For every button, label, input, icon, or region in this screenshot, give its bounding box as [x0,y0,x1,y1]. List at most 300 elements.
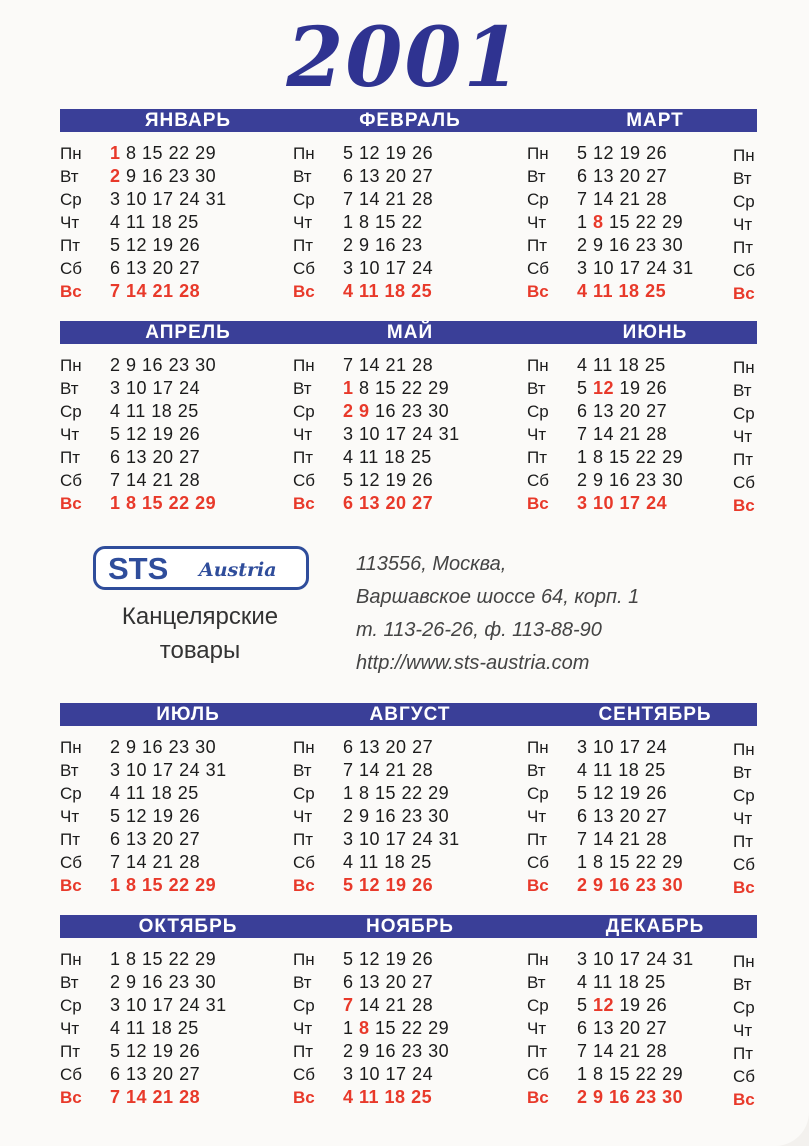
week-row [293,446,533,469]
day-numbers: 1 8 15 22 29 [343,378,450,398]
day-name: Ср [60,996,82,1015]
company-phones: т. 113-26-26, ф. 113-88-90 [356,619,602,641]
month-block [60,142,300,303]
day-numbers: 1 8 15 22 29 [110,949,217,969]
month-title: НОЯБРЬ [366,916,454,937]
day-numbers: 5 12 19 26 [577,378,668,398]
week-row [293,142,533,165]
day-name-right: Вт [733,381,752,400]
week-row [293,1017,533,1040]
week-row [293,948,533,971]
day-numbers: 4 11 18 25 [343,281,433,301]
week-row [527,805,767,828]
day-numbers: 3 10 17 24 [343,1064,434,1084]
week-row [527,874,767,897]
month-block [293,354,533,515]
day-name: Вт [60,973,79,992]
day-numbers: 7 14 21 28 [110,470,201,490]
day-numbers: 2 9 16 23 30 [110,737,217,757]
day-numbers: 3 10 17 24 31 [110,189,227,209]
day-name-right: Пт [733,238,754,257]
day-numbers: 3 10 17 24 [343,258,434,278]
day-name: Пт [60,1042,81,1061]
week-row [293,492,533,515]
week-row [293,257,533,280]
day-numbers: 1 8 15 22 29 [577,1064,684,1084]
month-title: ИЮНЬ [622,322,688,343]
day-name: Чт [293,1019,313,1038]
day-name: Вт [60,167,79,186]
day-name: Вт [527,167,546,186]
day-numbers: 3 10 17 24 [577,493,668,513]
day-name: Ср [60,784,82,803]
week-row [527,828,767,851]
day-numbers: 1 8 15 22 29 [577,212,684,232]
week-row [527,492,767,515]
day-numbers: 4 11 18 25 [343,852,432,872]
day-numbers: 3 10 17 24 31 [343,829,460,849]
day-numbers: 7 14 21 28 [343,355,434,375]
day-numbers: 6 13 20 27 [110,829,201,849]
day-name-right: Чт [733,215,753,234]
day-name: Вс [293,494,315,513]
day-numbers: 7 14 21 28 [577,1041,668,1061]
week-row [60,948,300,971]
day-name-right: Вт [733,763,752,782]
day-numbers: 4 11 18 25 [343,447,432,467]
day-numbers: 5 12 19 26 [577,995,668,1015]
week-row [527,354,767,377]
day-numbers: 6 13 20 27 [110,447,201,467]
week-row [60,1063,300,1086]
day-name: Пн [527,738,549,757]
month-title: АПРЕЛЬ [145,322,231,343]
day-name: Ср [60,402,82,421]
day-numbers: 4 11 18 25 [110,783,199,803]
day-name: Сб [527,259,550,278]
day-numbers: 6 13 20 27 [577,166,668,186]
day-name: Пн [527,950,549,969]
day-numbers: 4 11 18 25 [110,401,199,421]
week-row [60,423,300,446]
day-name: Вс [527,876,549,895]
day-name: Сб [293,1065,316,1084]
day-name-right: Пн [733,740,755,759]
day-numbers: 5 12 19 26 [343,949,434,969]
day-name: Пн [60,950,82,969]
week-row [527,142,767,165]
day-name: Ср [527,996,549,1015]
month-title: МАРТ [626,110,684,131]
day-numbers: 3 10 17 24 [577,737,668,757]
month-title: ИЮЛЬ [156,704,220,725]
day-numbers: 2 9 16 23 30 [343,806,450,826]
day-name-right: Ср [733,404,755,423]
day-name: Чт [293,425,313,444]
week-row [293,828,533,851]
day-name: Пн [293,356,315,375]
day-name: Вс [527,494,549,513]
day-name-right: Сб [733,473,756,492]
week-row [527,165,767,188]
day-name: Сб [527,853,550,872]
month-title: ДЕКАБРЬ [605,916,705,937]
day-name-right: Пн [733,358,755,377]
week-row [527,1040,767,1063]
week-row [293,1086,533,1109]
week-row [527,736,767,759]
tagline-line-1: Канцелярские [121,603,279,630]
day-numbers: 7 14 21 28 [110,1087,201,1107]
day-name: Ср [293,996,315,1015]
day-name-right: Вс [733,496,755,515]
day-numbers: 5 12 19 26 [577,143,668,163]
day-name: Ср [293,784,315,803]
week-row [527,423,767,446]
day-numbers: 7 14 21 28 [110,852,201,872]
day-name: Вс [60,282,82,301]
week-row [527,782,767,805]
day-name: Сб [60,259,83,278]
week-row [60,851,300,874]
day-numbers: 1 8 15 22 29 [110,143,217,163]
day-name-right: Вт [733,169,752,188]
logo-main-text: STS [108,551,169,586]
month-title: АВГУСТ [369,704,451,725]
day-numbers: 7 14 21 28 [577,829,668,849]
day-name-right: Ср [733,998,755,1017]
week-row [293,1063,533,1086]
day-name: Вс [293,282,315,301]
week-row [60,280,300,303]
month-title: СЕНТЯБРЬ [598,704,712,725]
day-name: Пн [527,144,549,163]
month-block [527,736,767,897]
day-name-right: Пт [733,450,754,469]
day-name: Чт [527,425,547,444]
week-row [60,377,300,400]
day-numbers: 7 14 21 28 [343,189,434,209]
day-numbers: 5 12 19 26 [343,470,434,490]
day-numbers: 5 12 19 26 [343,875,434,895]
day-numbers: 6 13 20 27 [577,806,668,826]
month-title: ОКТЯБРЬ [138,916,238,937]
week-row [527,948,767,971]
day-numbers: 3 10 17 24 31 [343,424,460,444]
day-numbers: 1 8 15 22 29 [343,1018,450,1038]
week-row [527,211,767,234]
day-name-right: Чт [733,427,753,446]
week-row [293,805,533,828]
day-name: Сб [60,1065,83,1084]
week-row [527,377,767,400]
day-name: Ср [60,190,82,209]
day-name: Вс [293,1088,315,1107]
day-numbers: 5 12 19 26 [110,424,201,444]
day-numbers: 3 10 17 24 31 [577,949,694,969]
week-row [60,257,300,280]
day-name: Ср [527,402,549,421]
week-row [60,1017,300,1040]
day-numbers: 2 9 16 23 30 [110,972,217,992]
day-name: Вт [527,973,546,992]
week-row [293,782,533,805]
year-title: 2001 [286,10,523,106]
day-numbers: 4 11 18 25 [343,1087,433,1107]
week-row [527,994,767,1017]
day-name: Чт [60,807,80,826]
month-block [527,354,767,515]
day-name: Пт [60,448,81,467]
day-name: Вс [60,494,82,513]
day-name: Сб [293,853,316,872]
company-logo [93,546,309,590]
day-name-right: Пн [733,146,755,165]
day-name: Ср [527,190,549,209]
week-row [60,211,300,234]
week-row [527,971,767,994]
day-numbers: 2 9 16 23 30 [343,401,450,421]
month-block [293,142,533,303]
week-row [60,234,300,257]
day-name: Сб [60,853,83,872]
day-name: Пт [293,830,314,849]
day-name: Сб [293,259,316,278]
day-name: Сб [60,471,83,490]
day-name: Ср [293,190,315,209]
day-name-right: Сб [733,1067,756,1086]
week-row [293,234,533,257]
day-numbers: 7 14 21 28 [343,760,434,780]
week-row [293,736,533,759]
day-name: Вт [60,379,79,398]
day-numbers: 7 14 21 28 [577,424,668,444]
day-numbers: 4 11 18 25 [110,1018,199,1038]
day-name: Вт [293,761,312,780]
week-row [60,446,300,469]
day-name: Чт [293,213,313,232]
week-row [60,492,300,515]
week-row [293,400,533,423]
day-name: Пн [60,144,82,163]
day-numbers: 4 11 18 25 [577,760,666,780]
day-name: Чт [527,213,547,232]
day-name-right: Вт [733,975,752,994]
day-name: Вт [527,761,546,780]
week-row [527,1017,767,1040]
day-name-right: Чт [733,809,753,828]
day-name: Чт [293,807,313,826]
day-numbers: 3 10 17 24 31 [110,995,227,1015]
month-block [60,354,300,515]
day-numbers: 3 10 17 24 [110,378,201,398]
day-name: Чт [527,1019,547,1038]
month-title: ФЕВРАЛЬ [359,110,461,131]
day-numbers: 2 9 16 23 [343,235,423,255]
day-numbers: 1 8 15 22 29 [343,783,450,803]
day-name-right: Пт [733,1044,754,1063]
day-name: Вт [293,379,312,398]
day-numbers: 2 9 16 23 30 [577,470,684,490]
day-name: Вс [60,876,82,895]
day-numbers: 2 9 16 23 30 [343,1041,450,1061]
day-numbers: 1 8 15 22 29 [577,447,684,467]
day-numbers: 6 13 20 27 [577,401,668,421]
day-numbers: 4 11 18 25 [577,972,666,992]
day-name: Пн [293,950,315,969]
week-row [60,400,300,423]
day-numbers: 4 11 18 25 [577,355,666,375]
day-name: Чт [527,807,547,826]
week-row [527,759,767,782]
tagline-line-2: товары [159,637,241,664]
day-numbers: 6 13 20 27 [343,972,434,992]
week-row [293,165,533,188]
address-city: 113556, Москва, [356,553,507,575]
day-name-right: Сб [733,855,756,874]
day-name-right: Ср [733,192,755,211]
week-row [527,234,767,257]
day-numbers: 1 8 15 22 29 [110,493,217,513]
week-row [527,257,767,280]
week-row [293,1040,533,1063]
day-name: Вт [527,379,546,398]
week-row [293,211,533,234]
day-numbers: 4 11 18 25 [577,281,667,301]
day-name: Пн [293,738,315,757]
week-row [527,280,767,303]
week-row [293,759,533,782]
week-row [527,851,767,874]
week-row [527,188,767,211]
month-block [293,736,533,897]
day-numbers: 3 10 17 24 31 [110,760,227,780]
day-numbers: 7 14 21 28 [577,189,668,209]
day-name: Пн [60,738,82,757]
day-name: Пт [293,1042,314,1061]
day-numbers: 6 13 20 27 [343,166,434,186]
day-name-right: Сб [733,261,756,280]
day-numbers: 6 13 20 27 [577,1018,668,1038]
week-row [293,280,533,303]
week-row [60,782,300,805]
day-numbers: 5 12 19 26 [343,143,434,163]
day-numbers: 2 9 16 23 30 [110,355,217,375]
day-name: Чт [60,425,80,444]
day-name: Пт [60,830,81,849]
day-name: Чт [60,213,80,232]
day-numbers: 2 9 16 23 30 [577,235,684,255]
day-name: Пт [527,448,548,467]
week-row [60,142,300,165]
day-name: Пн [293,144,315,163]
week-row [293,874,533,897]
week-row [60,994,300,1017]
week-row [527,1086,767,1109]
month-block [60,948,300,1109]
month-block [293,948,533,1109]
week-row [527,400,767,423]
week-row [293,354,533,377]
week-row [293,994,533,1017]
day-numbers: 6 13 20 27 [343,493,434,513]
day-name: Вс [60,1088,82,1107]
day-name: Пн [60,356,82,375]
day-name: Вт [293,167,312,186]
day-name: Чт [60,1019,80,1038]
day-numbers: 2 9 16 23 30 [577,875,684,895]
month-title: ЯНВАРЬ [144,110,232,131]
day-numbers: 5 12 19 26 [110,1041,201,1061]
day-name: Пт [293,236,314,255]
week-row [60,1040,300,1063]
day-name: Вс [527,1088,549,1107]
day-name: Ср [293,402,315,421]
day-numbers: 1 8 15 22 [343,212,423,232]
day-name: Вс [527,282,549,301]
week-row [60,354,300,377]
day-numbers: 3 10 17 24 31 [577,258,694,278]
day-name: Ср [527,784,549,803]
company-address [356,548,796,680]
week-row [60,759,300,782]
week-row [60,1086,300,1109]
week-row [293,377,533,400]
day-name-right: Вс [733,1090,755,1109]
logo-sub-text: Austria [199,559,277,581]
week-row [60,971,300,994]
week-row [527,446,767,469]
day-numbers: 5 12 19 26 [110,806,201,826]
day-name-right: Вс [733,284,755,303]
day-numbers: 2 9 16 23 30 [577,1087,684,1107]
day-name-right: Вс [733,878,755,897]
week-row [293,469,533,492]
week-row [60,736,300,759]
day-numbers: 5 12 19 26 [577,783,668,803]
week-row [60,469,300,492]
week-row [60,828,300,851]
day-numbers: 6 13 20 27 [110,1064,201,1084]
day-numbers: 6 13 20 27 [343,737,434,757]
day-name-right: Пт [733,832,754,851]
day-name-right: Чт [733,1021,753,1040]
day-name: Пт [527,236,548,255]
month-block [60,736,300,897]
week-row [293,423,533,446]
day-name: Сб [293,471,316,490]
week-row [527,469,767,492]
day-name: Сб [527,471,550,490]
day-numbers: 5 12 19 26 [110,235,201,255]
company-tagline [60,600,340,668]
day-name: Пн [527,356,549,375]
day-name: Пт [293,448,314,467]
day-name: Пт [527,1042,548,1061]
month-title: МАЙ [386,322,434,343]
week-row [60,188,300,211]
week-row [293,188,533,211]
day-name: Сб [527,1065,550,1084]
day-numbers: 7 14 21 28 [343,995,434,1015]
week-row [293,851,533,874]
day-name: Пт [60,236,81,255]
day-numbers: 2 9 16 23 30 [110,166,217,186]
month-block [527,948,767,1109]
day-name: Вт [293,973,312,992]
day-numbers: 4 11 18 25 [110,212,199,232]
day-name: Пт [527,830,548,849]
